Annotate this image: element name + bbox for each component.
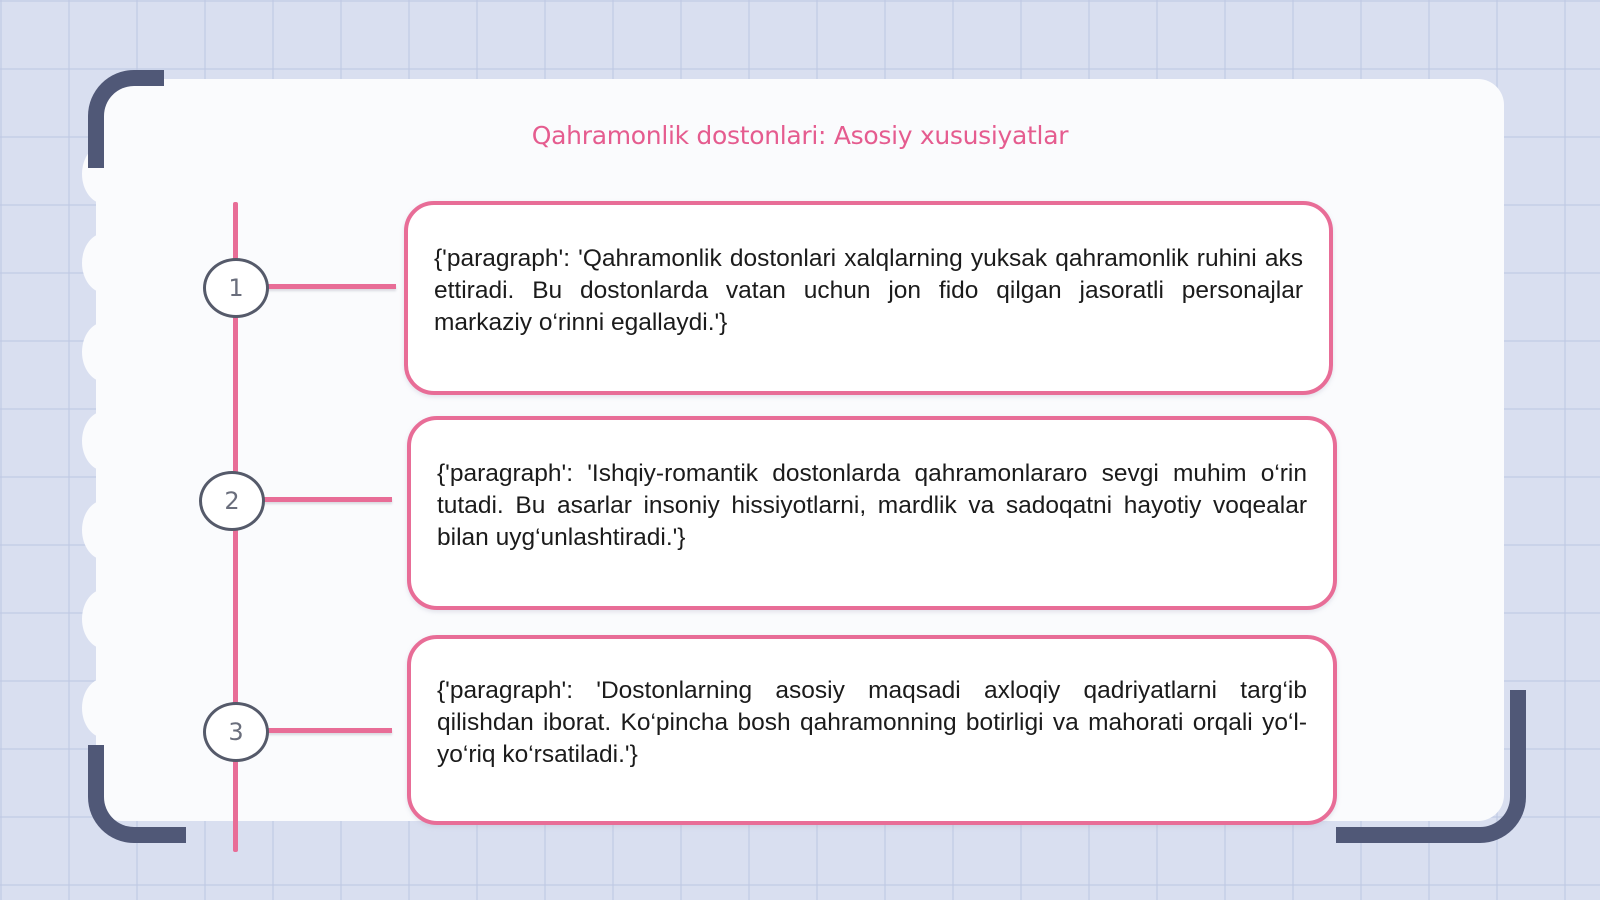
notebook-ring-bump [82, 500, 128, 560]
step-number-3: 3 [203, 702, 269, 762]
corner-bracket-top-left [88, 70, 164, 168]
notebook-ring-bump [82, 589, 128, 649]
timeline-item-2 [407, 416, 1337, 610]
timeline-connector [266, 284, 396, 289]
timeline-item-text: {'paragraph': 'Ishqiy-romantik dostonlarda qahramonlararo sevgi muhim o‘rin tutadi. Bu asarlar insoniy hissiyotlarni, mardlik va sadoqatni hayotiy voqealar bilan uyg‘unlashtiradi.'} [437, 460, 1307, 551]
step-number-1: 1 [203, 258, 269, 318]
step-number-2: 2 [199, 471, 265, 531]
timeline-connector [266, 728, 392, 733]
corner-bracket-bottom-left [88, 745, 186, 843]
timeline-item-text: {'paragraph': 'Qahramonlik dostonlari xalqlarning yuksak qahramonlik ruhini aks ettiradi. Bu dostonlarda vatan uchun jon fido qilgan jasoratli personajlar markaziy o‘rinni egallaydi.'} [434, 245, 1303, 336]
notebook-ring-bump [82, 233, 128, 293]
notebook-ring-bump [82, 411, 128, 471]
timeline-item-3 [407, 635, 1337, 825]
timeline-connector [262, 497, 392, 502]
timeline-item-1 [404, 201, 1333, 395]
slide-title: Qahramonlik dostonlari: Asosiy xususiyatlar [531, 121, 1069, 150]
corner-bracket-bottom-right [1336, 690, 1526, 843]
notebook-ring-bump [82, 678, 128, 738]
timeline-item-text: {'paragraph': 'Dostonlarning asosiy maqsadi axloqiy qadriyatlarni targ‘ib qilishdan iborat. Ko‘pincha bosh qahramonning botirligi va mahorati orqali yo‘l-yo‘riq ko‘rsatiladi.'} [437, 677, 1307, 768]
notebook-ring-bump [82, 322, 128, 382]
